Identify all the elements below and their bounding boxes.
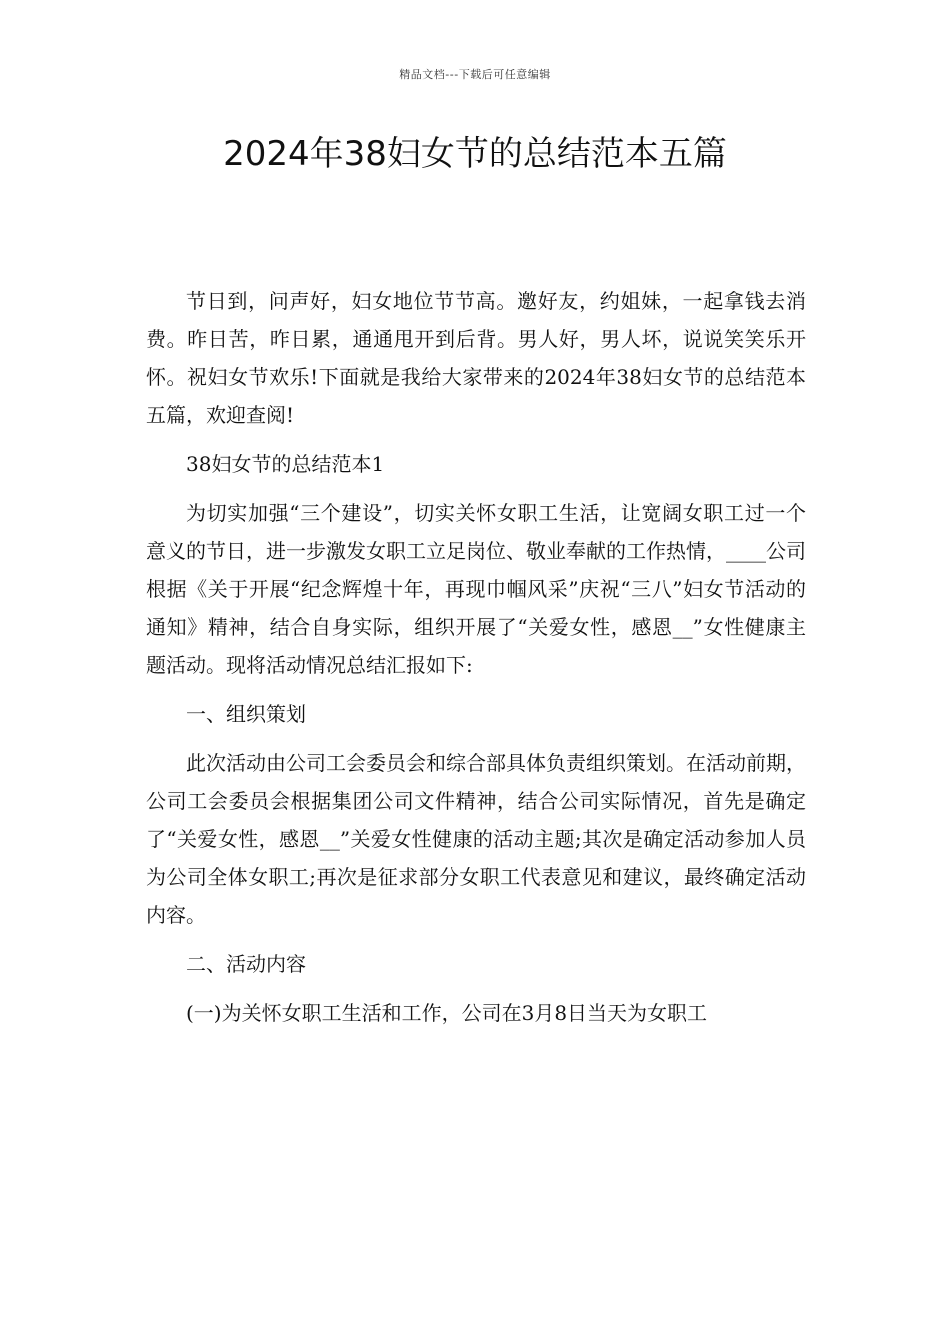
- document-body: [146, 282, 806, 1032]
- body-paragraph: 为切实加强“三个建设”，切实关怀女职工生活，让宽阔女职工过一个意义的节日，进一步激发女职工立足岗位、敬业奉献的工作热情，____公司根据《关于开展“纪念辉煌十年，再现巾帼风采”庆祝“三八”妇女节活动的通知》精神，结合自身实际，组织开展了“关爱女性，感恩__”女性健康主题活动。现将活动情况总结汇报如下:: [146, 501, 806, 677]
- section-heading: 38妇女节的总结范本1: [186, 452, 385, 476]
- body-paragraph: (一)为关怀女职工生活和工作，公司在3月8日当天为女职工: [186, 1001, 708, 1025]
- document-title: 2024年38妇女节的总结范本五篇: [223, 134, 727, 174]
- intro-paragraph: 节日到，问声好，妇女地位节节高。邀好友，约姐妹，一起拿钱去消费。昨日苦，昨日累，通通甩开到后背。男人好，男人坏，说说笑笑乐开怀。祝妇女节欢乐!下面就是我给大家带来的2024年38妇女节的总结范本五篇，欢迎查阅!: [146, 289, 806, 427]
- section-heading: 二、活动内容: [186, 952, 306, 976]
- section-heading: 一、组织策划: [186, 702, 306, 726]
- header-note: 精品文档---下载后可任意编辑: [399, 68, 551, 81]
- body-paragraph: 此次活动由公司工会委员会和综合部具体负责组织策划。在活动前期，公司工会委员会根据集团公司文件精神，结合公司实际情况，首先是确定了“关爱女性，感恩__”关爱女性健康的活动主题;其次是确定活动参加人员为公司全体女职工;再次是征求部分女职工代表意见和建议，最终确定活动内容。: [146, 751, 806, 927]
